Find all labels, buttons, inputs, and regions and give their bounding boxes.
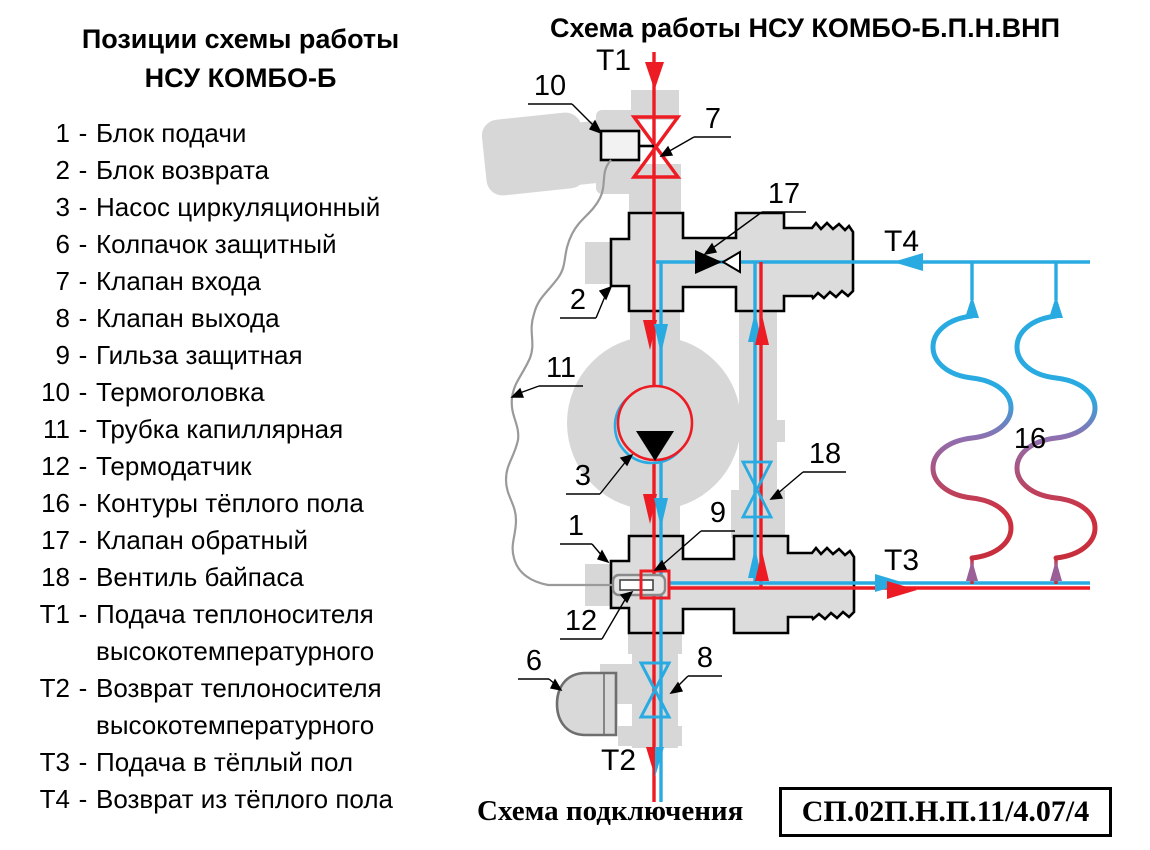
legend-item: 8 - Клапан выхода: [55, 303, 280, 333]
legend-item: 6 - Колпачок защитный: [55, 229, 337, 259]
protective-cap-icon: [557, 673, 616, 735]
callout-17: 17: [767, 178, 801, 210]
legend-item: 9 - Гильза защитная: [55, 340, 303, 370]
callout-8: 8: [696, 642, 714, 674]
pump-icon: [615, 386, 692, 463]
callout-9: 9: [709, 497, 727, 529]
legend-title-line2: НСУ КОМБО-Б: [144, 63, 337, 93]
legend-item: 16 - Контуры тёплого пола: [41, 488, 364, 518]
thermo-actuator-icon: [601, 131, 639, 160]
legend-item: Т4 - Возврат из тёплого пола: [39, 784, 393, 814]
legend-item: 10 - Термоголовка: [41, 377, 265, 407]
callout-16: 16: [1013, 423, 1047, 455]
port-label-t4: Т4: [884, 225, 920, 258]
callout-1: 1: [567, 510, 585, 542]
legend-panel: [18, 20, 463, 818]
temp-sensor-icon: [620, 580, 653, 590]
legend-item-continuation: высокотемпературного: [96, 710, 375, 740]
callout-11: 11: [545, 352, 577, 384]
connection-scheme-label: Схема подключения: [477, 795, 744, 827]
legend-item: 3 - Насос циркуляционный: [55, 192, 381, 222]
t1-arrow: [645, 62, 664, 90]
legend-item: Т2 - Возврат теплоносителя: [39, 673, 382, 703]
port-label-t1: Т1: [596, 44, 632, 77]
diagram-title: Схема работы НСУ КОМБО-Б.П.Н.ВНП: [550, 13, 1060, 43]
legend-item: Т3 - Подача в тёплый пол: [39, 747, 354, 777]
legend-item: Т1 - Подача теплоносителя: [39, 599, 374, 629]
legend-items: [18, 115, 463, 818]
callout-6: 6: [525, 645, 543, 677]
callout-18: 18: [808, 438, 842, 470]
legend-item: 11 - Трубка капиллярная: [43, 414, 344, 444]
legend-item: 12 - Термодатчик: [41, 451, 252, 481]
legend-title-line1: Позиции схемы работы: [81, 24, 400, 54]
legend-title: [18, 20, 463, 98]
legend-item-continuation: высокотемпературного: [96, 636, 375, 666]
t2-arrow-red: [646, 747, 655, 777]
port-label-t2: Т2: [601, 744, 637, 777]
callout-10: 10: [533, 70, 567, 102]
port-label-t3: Т3: [884, 544, 920, 577]
legend-item: 2 - Блок возврата: [55, 155, 270, 185]
callout-3: 3: [574, 460, 592, 492]
floor-coil-left: [933, 316, 1011, 558]
callout-12: 12: [564, 605, 598, 637]
legend-item: 7 - Клапан входа: [55, 266, 261, 296]
document-code-box: СП.02П.Н.П.11/4.07/4: [779, 787, 1112, 837]
legend-item: 1 - Блок подачи: [55, 118, 247, 148]
legend-item: 17 - Клапан обратный: [41, 525, 309, 555]
callout-2: 2: [569, 284, 587, 316]
legend-item: 18 - Вентиль байпаса: [41, 562, 304, 592]
callout-7: 7: [704, 103, 722, 135]
